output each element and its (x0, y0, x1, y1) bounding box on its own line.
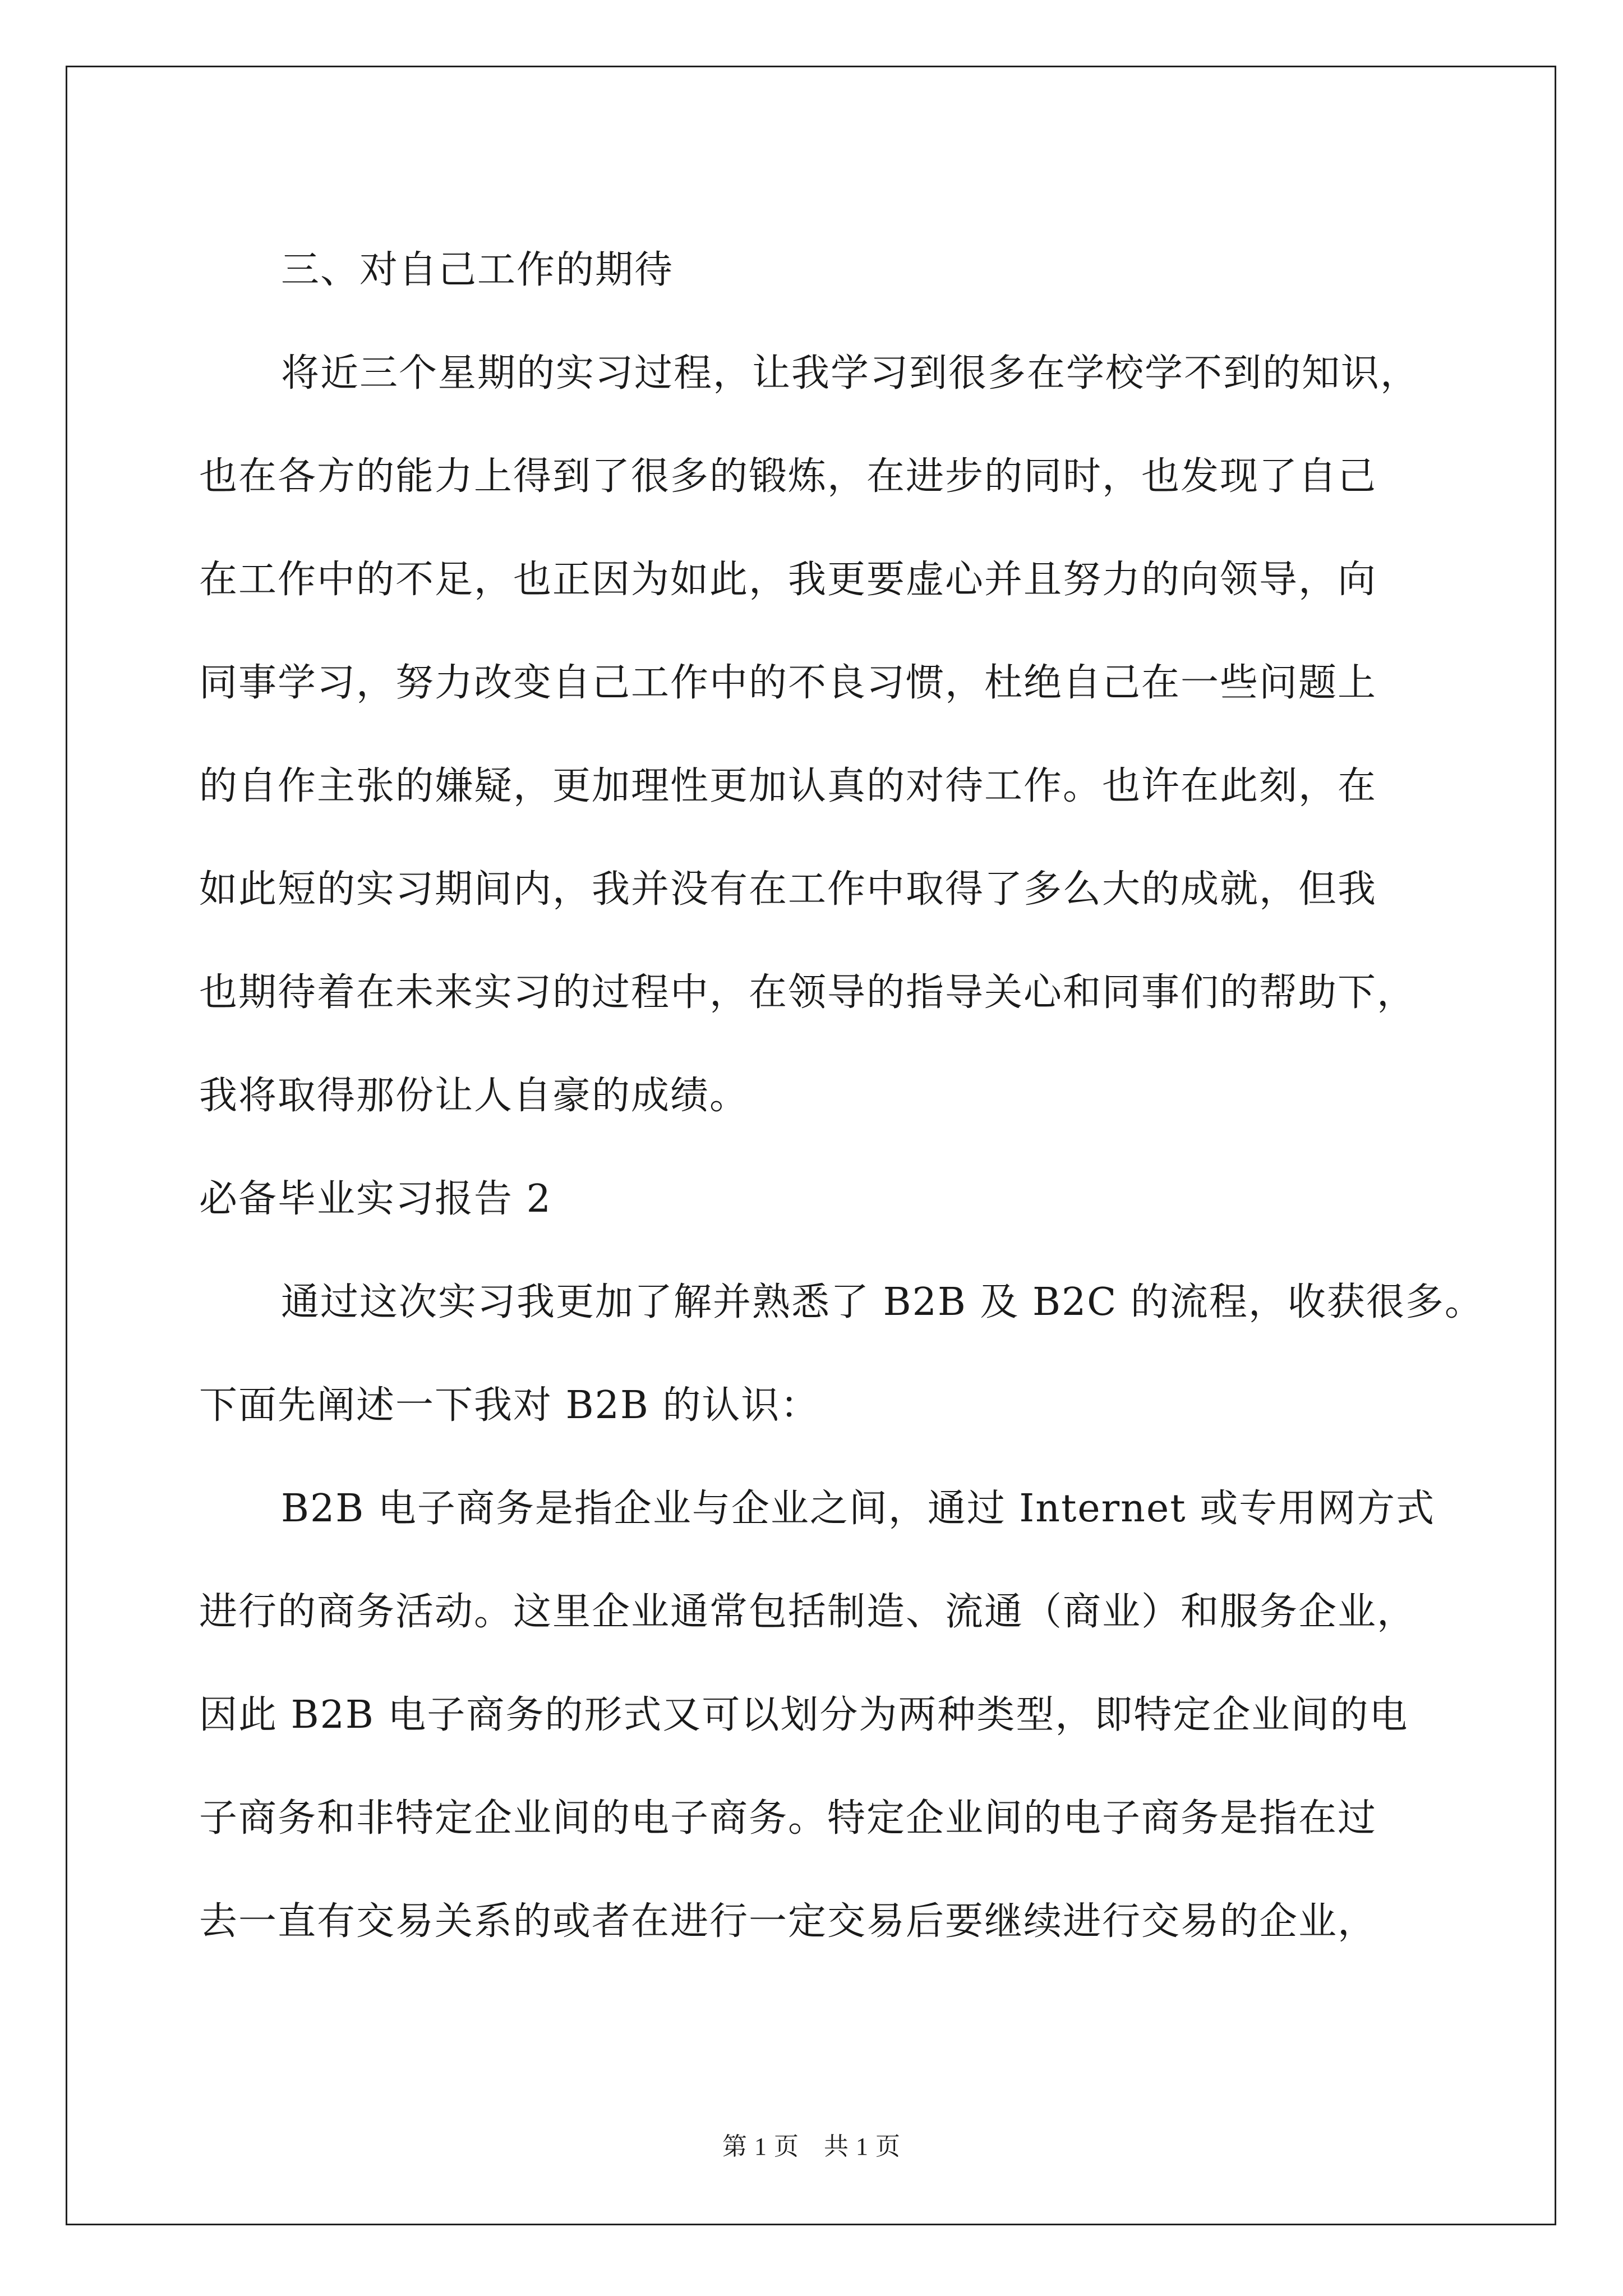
paragraph-internship-intro (199, 1251, 1484, 1457)
report-title-text: 必备毕业实习报告 2 (199, 1177, 552, 1221)
text-line: 将近三个星期的实习过程，让我学习到很多在学校学不到的知识， (281, 351, 1420, 395)
text-line: 也在各方的能力上得到了很多的锻炼，在进步的同时，也发现了自己 (199, 454, 1377, 499)
page-footer (0, 2126, 1623, 2162)
page-number-current: 第 1 页 (722, 2133, 799, 2160)
text-line: 在工作中的不足，也正因为如此，我更要虚心并且努力的向领导，向 (199, 558, 1377, 602)
text-line: 因此 B2B 电子商务的形式又可以划分为两种类型，即特定企业间的电 (199, 1693, 1409, 1737)
text-line: 我将取得那份让人自豪的成绩。 (199, 1074, 749, 1118)
page-number-total: 共 1 页 (824, 2133, 901, 2160)
document-body (199, 219, 1484, 1973)
text-line: 同事学习，努力改变自己工作中的不良习惯，杜绝自己在一些问题上 (199, 661, 1377, 705)
text-line: 下面先阐述一下我对 B2B 的认识： (199, 1383, 820, 1428)
text-line: 去一直有交易关系的或者在进行一定交易后要继续进行交易的企业， (199, 1899, 1377, 1944)
section-heading (199, 219, 1450, 322)
text-line: 的自作主张的嫌疑，更加理性更加认真的对待工作。也许在此刻，在 (199, 764, 1377, 808)
report-title (199, 1148, 1450, 1251)
text-line: 也期待着在未来实习的过程中，在领导的指导关心和同事们的帮助下， (199, 970, 1417, 1015)
paragraph-work-expectations (199, 322, 1450, 1148)
text-line: 进行的商务活动。这里企业通常包括制造、流通（商业）和服务企业， (199, 1590, 1417, 1634)
text-line: B2B 电子商务是指企业与企业之间，通过 Internet 或专用网方式 (281, 1487, 1436, 1531)
section-heading-text: 三、对自己工作的期待 (281, 248, 674, 292)
text-line: 如此短的实习期间内，我并没有在工作中取得了多么大的成就，但我 (199, 867, 1377, 912)
paragraph-b2b-definition (199, 1457, 1450, 1973)
text-line: 通过这次实习我更加了解并熟悉了 B2B 及 B2C 的流程，收获很多。 (281, 1280, 1484, 1324)
text-line: 子商务和非特定企业间的电子商务。特定企业间的电子商务是指在过 (199, 1796, 1377, 1841)
